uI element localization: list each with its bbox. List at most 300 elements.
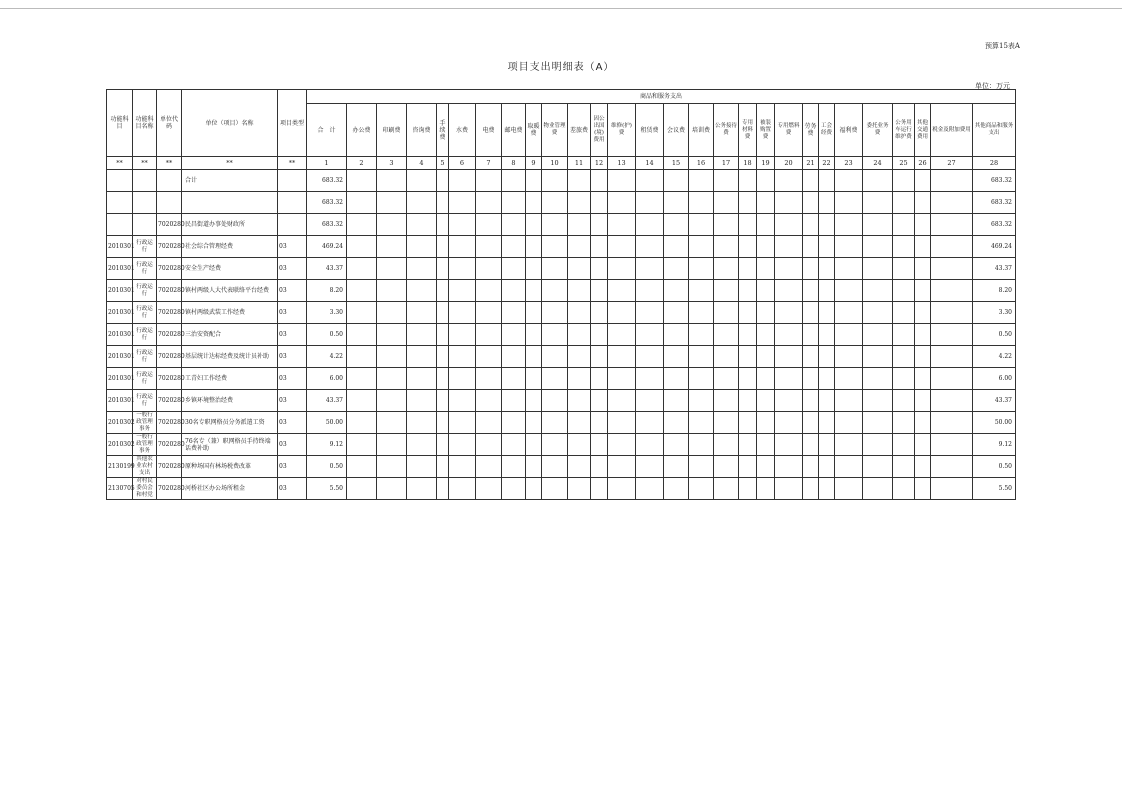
empty-cell [636, 214, 664, 236]
project-type-cell: 03 [278, 346, 307, 368]
total-cell: 0.50 [307, 324, 347, 346]
table-row [107, 346, 1016, 368]
other-expense-cell: 0.50 [973, 324, 1016, 346]
empty-cell [931, 302, 973, 324]
other-expense-cell: 469.24 [973, 236, 1016, 258]
col-number-cell: 17 [714, 157, 739, 170]
empty-cell [689, 170, 714, 192]
empty-cell [449, 390, 476, 412]
empty-cell [893, 324, 915, 346]
empty-cell [591, 434, 608, 456]
table-row [107, 258, 1016, 280]
empty-cell [608, 434, 636, 456]
project-type-cell: 03 [278, 258, 307, 280]
empty-cell [714, 236, 739, 258]
empty-cell [893, 434, 915, 456]
empty-cell [526, 390, 542, 412]
header-col-10: 物业管理费 [542, 104, 568, 157]
empty-cell [714, 258, 739, 280]
empty-cell [757, 302, 775, 324]
header-col-24: 委托业务费 [863, 104, 893, 157]
scan-top-line [0, 8, 1122, 9]
empty-cell [863, 214, 893, 236]
col-number-cell: 11 [568, 157, 591, 170]
total-cell: 43.37 [307, 258, 347, 280]
empty-cell [608, 412, 636, 434]
empty-cell [819, 236, 835, 258]
empty-cell [803, 390, 819, 412]
empty-cell [714, 280, 739, 302]
func-name-cell [133, 214, 157, 236]
other-expense-cell: 4.22 [973, 346, 1016, 368]
func-code-cell [107, 170, 133, 192]
header-col-15: 会议费 [664, 104, 689, 157]
empty-cell [476, 258, 502, 280]
empty-cell [542, 170, 568, 192]
func-code-cell: 2010301 [107, 346, 133, 368]
empty-cell [915, 346, 931, 368]
empty-cell [739, 302, 757, 324]
other-expense-cell: 8.20 [973, 280, 1016, 302]
form-code-label: 预算15表A [985, 42, 1020, 50]
empty-cell [542, 280, 568, 302]
stars-cell: ** [278, 157, 307, 170]
col-number-cell: 28 [973, 157, 1016, 170]
header-col-2: 办公费 [347, 104, 377, 157]
empty-cell [714, 214, 739, 236]
table-row [107, 412, 1016, 434]
table-row [107, 302, 1016, 324]
empty-cell [664, 214, 689, 236]
empty-cell [449, 412, 476, 434]
empty-cell [835, 170, 863, 192]
empty-cell [636, 258, 664, 280]
empty-cell [819, 390, 835, 412]
table-row [107, 434, 1016, 456]
header-col-7: 电费 [476, 104, 502, 157]
empty-cell [526, 214, 542, 236]
total-cell: 469.24 [307, 236, 347, 258]
empty-cell [915, 478, 931, 500]
empty-cell [714, 390, 739, 412]
empty-cell [542, 346, 568, 368]
unit-code-cell: 7020280 [157, 324, 182, 346]
empty-cell [476, 346, 502, 368]
unit-name-cell: 合计 [182, 170, 278, 192]
empty-cell [377, 368, 407, 390]
empty-cell [775, 214, 803, 236]
col-number-cell: 27 [931, 157, 973, 170]
total-cell: 683.32 [307, 214, 347, 236]
stars-cell: ** [107, 157, 133, 170]
empty-cell [377, 390, 407, 412]
col-number-cell: 3 [377, 157, 407, 170]
empty-cell [664, 434, 689, 456]
empty-cell [893, 346, 915, 368]
empty-cell [502, 280, 526, 302]
empty-cell [739, 324, 757, 346]
empty-cell [689, 346, 714, 368]
empty-cell [526, 170, 542, 192]
empty-cell [819, 214, 835, 236]
empty-cell [476, 412, 502, 434]
empty-cell [568, 390, 591, 412]
empty-cell [803, 346, 819, 368]
empty-cell [803, 368, 819, 390]
header-col-16: 培训费 [689, 104, 714, 157]
empty-cell [608, 258, 636, 280]
empty-cell [526, 258, 542, 280]
empty-cell [437, 478, 449, 500]
col-number-cell: 16 [689, 157, 714, 170]
header-row-group [107, 90, 1016, 104]
empty-cell [502, 214, 526, 236]
empty-cell [819, 456, 835, 478]
func-code-cell: 2010301 [107, 236, 133, 258]
project-type-cell [278, 170, 307, 192]
empty-cell [819, 434, 835, 456]
empty-cell [449, 456, 476, 478]
empty-cell [476, 368, 502, 390]
col-number-cell: 9 [526, 157, 542, 170]
empty-cell [739, 192, 757, 214]
header-func-code: 功能科目 [107, 90, 133, 157]
func-name-cell: 行政运行 [133, 368, 157, 390]
stars-cell: ** [133, 157, 157, 170]
empty-cell [835, 412, 863, 434]
header-col-12: 因公出国(境)费用 [591, 104, 608, 157]
empty-cell [863, 390, 893, 412]
header-col-20: 专用燃料费 [775, 104, 803, 157]
empty-cell [757, 478, 775, 500]
unit-name-cell: 原种场国有林场税费改革 [182, 456, 278, 478]
header-col-3: 印刷费 [377, 104, 407, 157]
empty-cell [542, 302, 568, 324]
empty-cell [863, 346, 893, 368]
empty-cell [347, 214, 377, 236]
empty-cell [407, 434, 437, 456]
empty-cell [449, 192, 476, 214]
empty-cell [689, 368, 714, 390]
empty-cell [347, 192, 377, 214]
empty-cell [476, 456, 502, 478]
empty-cell [819, 368, 835, 390]
unit-code-cell: 7020280 [157, 368, 182, 390]
empty-cell [757, 170, 775, 192]
table-row [107, 236, 1016, 258]
func-code-cell: 2010301 [107, 280, 133, 302]
empty-cell [377, 434, 407, 456]
unit-name-cell [182, 192, 278, 214]
empty-cell [591, 390, 608, 412]
empty-cell [893, 192, 915, 214]
empty-cell [568, 434, 591, 456]
empty-cell [863, 236, 893, 258]
empty-cell [608, 368, 636, 390]
empty-cell [835, 236, 863, 258]
stars-cell: ** [182, 157, 278, 170]
empty-cell [437, 390, 449, 412]
empty-cell [476, 236, 502, 258]
empty-cell [689, 478, 714, 500]
empty-cell [591, 412, 608, 434]
empty-cell [915, 192, 931, 214]
empty-cell [502, 346, 526, 368]
empty-cell [757, 456, 775, 478]
empty-cell [347, 368, 377, 390]
empty-cell [739, 478, 757, 500]
empty-cell [347, 456, 377, 478]
empty-cell [689, 434, 714, 456]
empty-cell [407, 412, 437, 434]
empty-cell [893, 302, 915, 324]
col-number-cell: 18 [739, 157, 757, 170]
empty-cell [502, 258, 526, 280]
empty-cell [775, 456, 803, 478]
empty-cell [714, 192, 739, 214]
unit-name-cell: 30名专职网格员分务派遣工资 [182, 412, 278, 434]
empty-cell [689, 236, 714, 258]
empty-cell [835, 434, 863, 456]
empty-cell [757, 324, 775, 346]
empty-cell [803, 258, 819, 280]
func-name-cell [133, 170, 157, 192]
empty-cell [502, 456, 526, 478]
func-name-cell [133, 192, 157, 214]
empty-cell [863, 170, 893, 192]
table-row [107, 456, 1016, 478]
empty-cell [757, 368, 775, 390]
unit-code-cell [157, 192, 182, 214]
empty-cell [739, 346, 757, 368]
table-row [107, 192, 1016, 214]
header-project-type: 项目类型 [278, 90, 307, 157]
table-row [107, 280, 1016, 302]
col-number-cell: 7 [476, 157, 502, 170]
empty-cell [819, 192, 835, 214]
unit-code-cell: 7020280 [157, 456, 182, 478]
empty-cell [739, 280, 757, 302]
empty-cell [591, 280, 608, 302]
unit-code-cell: 7020280 [157, 236, 182, 258]
empty-cell [863, 368, 893, 390]
empty-cell [526, 324, 542, 346]
empty-cell [608, 390, 636, 412]
empty-cell [931, 368, 973, 390]
empty-cell [476, 478, 502, 500]
total-cell: 5.50 [307, 478, 347, 500]
empty-cell [407, 478, 437, 500]
empty-cell [437, 368, 449, 390]
empty-cell [893, 390, 915, 412]
empty-cell [757, 346, 775, 368]
header-col-25: 公务用车运行维护费 [893, 104, 915, 157]
empty-cell [689, 302, 714, 324]
total-cell: 0.50 [307, 456, 347, 478]
unit-code-cell: 7020280 [157, 390, 182, 412]
empty-cell [377, 324, 407, 346]
empty-cell [931, 346, 973, 368]
empty-cell [835, 478, 863, 500]
empty-cell [893, 456, 915, 478]
empty-cell [347, 478, 377, 500]
empty-cell [636, 346, 664, 368]
empty-cell [407, 368, 437, 390]
empty-cell [407, 214, 437, 236]
empty-cell [502, 302, 526, 324]
empty-cell [689, 214, 714, 236]
func-code-cell: 2010302 [107, 412, 133, 434]
empty-cell [636, 192, 664, 214]
empty-cell [835, 280, 863, 302]
empty-cell [893, 258, 915, 280]
empty-cell [542, 434, 568, 456]
empty-cell [863, 192, 893, 214]
empty-cell [664, 192, 689, 214]
empty-cell [915, 302, 931, 324]
empty-cell [803, 478, 819, 500]
empty-cell [568, 170, 591, 192]
header-col-23: 福利费 [835, 104, 863, 157]
empty-cell [407, 456, 437, 478]
empty-cell [803, 302, 819, 324]
empty-cell [568, 214, 591, 236]
empty-cell [449, 324, 476, 346]
empty-cell [542, 192, 568, 214]
project-type-cell [278, 214, 307, 236]
empty-cell [437, 170, 449, 192]
col-number-cell: 23 [835, 157, 863, 170]
empty-cell [636, 302, 664, 324]
empty-cell [542, 258, 568, 280]
func-code-cell [107, 192, 133, 214]
empty-cell [437, 412, 449, 434]
empty-cell [542, 478, 568, 500]
expenditure-table [106, 89, 1016, 500]
empty-cell [407, 192, 437, 214]
total-cell: 683.32 [307, 192, 347, 214]
unit-code-cell: 7020280 [157, 478, 182, 500]
empty-cell [664, 456, 689, 478]
empty-cell [689, 280, 714, 302]
other-expense-cell: 5.50 [973, 478, 1016, 500]
func-code-cell: 2130705 [107, 478, 133, 500]
func-code-cell: 2010301 [107, 258, 133, 280]
func-name-cell: 行政运行 [133, 258, 157, 280]
col-number-cell: 15 [664, 157, 689, 170]
header-col-5: 手续费 [437, 104, 449, 157]
header-col-22: 工会经费 [819, 104, 835, 157]
empty-cell [689, 390, 714, 412]
unit-name-cell: 三治安资配合 [182, 324, 278, 346]
total-cell: 43.37 [307, 390, 347, 412]
column-number-row [107, 157, 1016, 170]
empty-cell [803, 456, 819, 478]
header-col-6: 水费 [449, 104, 476, 157]
header-unit-name: 单位（项目）名称 [182, 90, 278, 157]
empty-cell [542, 456, 568, 478]
header-col-13: 维修(护)费 [608, 104, 636, 157]
empty-cell [893, 214, 915, 236]
empty-cell [775, 368, 803, 390]
empty-cell [476, 280, 502, 302]
empty-cell [689, 456, 714, 478]
empty-cell [714, 302, 739, 324]
col-number-cell: 22 [819, 157, 835, 170]
unit-code-cell: 7020280 [157, 434, 182, 456]
empty-cell [931, 214, 973, 236]
empty-cell [775, 324, 803, 346]
col-number-cell: 25 [893, 157, 915, 170]
empty-cell [863, 456, 893, 478]
func-name-cell: 一般行政管理事务 [133, 412, 157, 434]
empty-cell [757, 258, 775, 280]
empty-cell [502, 192, 526, 214]
unit-name-cell: 社会综合管理经费 [182, 236, 278, 258]
project-type-cell: 03 [278, 478, 307, 500]
empty-cell [757, 434, 775, 456]
unit-code-cell: 7020280 [157, 258, 182, 280]
empty-cell [931, 280, 973, 302]
col-number-cell: 2 [347, 157, 377, 170]
empty-cell [526, 478, 542, 500]
empty-cell [803, 214, 819, 236]
empty-cell [931, 478, 973, 500]
empty-cell [664, 346, 689, 368]
unit-name-cell: 河桥社区办公场所租金 [182, 478, 278, 500]
empty-cell [775, 478, 803, 500]
empty-cell [893, 478, 915, 500]
empty-cell [476, 214, 502, 236]
table-row [107, 368, 1016, 390]
func-name-cell: 行政运行 [133, 324, 157, 346]
empty-cell [714, 434, 739, 456]
empty-cell [803, 412, 819, 434]
empty-cell [608, 236, 636, 258]
empty-cell [835, 302, 863, 324]
header-col-17: 公务接待费 [714, 104, 739, 157]
col-number-cell: 13 [608, 157, 636, 170]
empty-cell [407, 236, 437, 258]
empty-cell [915, 434, 931, 456]
empty-cell [502, 236, 526, 258]
unit-name-cell: 基层统计达标经费及统计员补助 [182, 346, 278, 368]
empty-cell [437, 192, 449, 214]
empty-cell [502, 412, 526, 434]
total-cell: 9.12 [307, 434, 347, 456]
empty-cell [835, 368, 863, 390]
empty-cell [863, 302, 893, 324]
empty-cell [893, 280, 915, 302]
empty-cell [591, 192, 608, 214]
empty-cell [664, 368, 689, 390]
header-col-8: 邮电费 [502, 104, 526, 157]
other-expense-cell: 683.32 [973, 170, 1016, 192]
empty-cell [347, 280, 377, 302]
empty-cell [449, 346, 476, 368]
empty-cell [377, 456, 407, 478]
empty-cell [568, 192, 591, 214]
empty-cell [591, 478, 608, 500]
header-unit-code: 单位代码 [157, 90, 182, 157]
func-name-cell: 行政运行 [133, 390, 157, 412]
empty-cell [526, 346, 542, 368]
unit-name-cell: 安全生产经费 [182, 258, 278, 280]
empty-cell [931, 456, 973, 478]
empty-cell [835, 346, 863, 368]
unit-code-cell: 7020280 [157, 280, 182, 302]
empty-cell [526, 368, 542, 390]
